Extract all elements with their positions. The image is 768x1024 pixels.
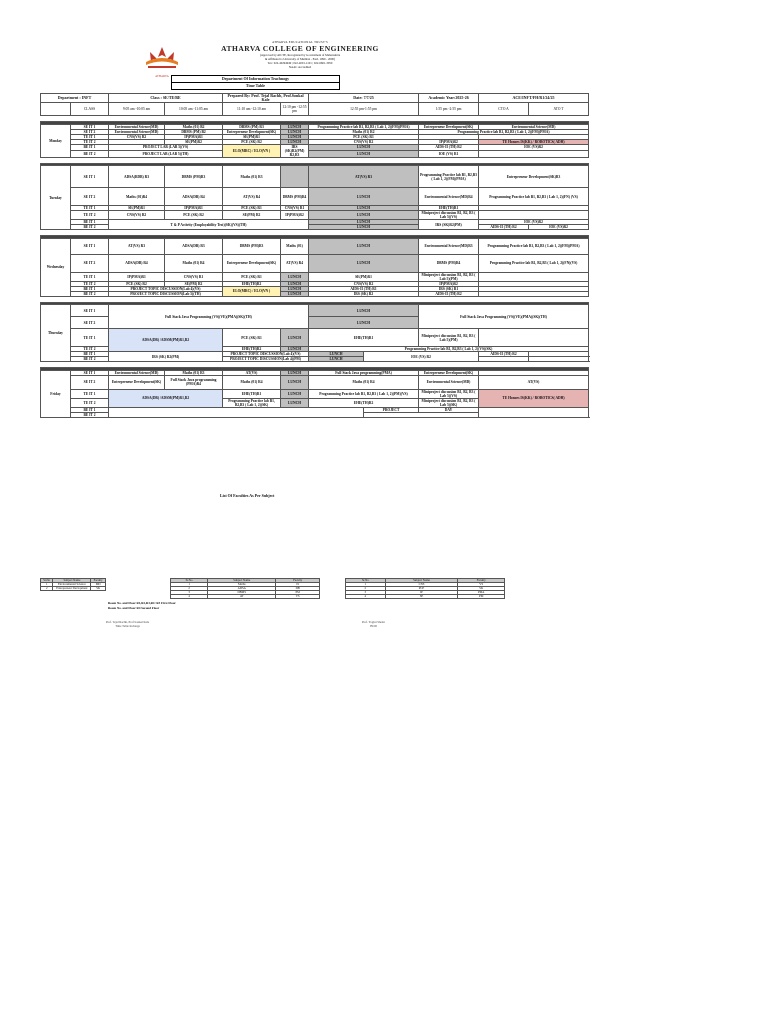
cell: ADSA(RDB) R3 bbox=[109, 166, 165, 188]
cell: PM bbox=[458, 595, 505, 599]
table-row bbox=[41, 188, 589, 206]
cell: IP(PMA)R1 bbox=[109, 272, 165, 281]
info-row bbox=[41, 94, 589, 103]
cell: PMA bbox=[458, 591, 505, 595]
class-label: BE IT 2 bbox=[71, 291, 109, 296]
cell: AT(VS) bbox=[479, 375, 589, 389]
info-department: Department : INFT bbox=[41, 94, 109, 103]
cell: 1 bbox=[346, 583, 386, 587]
class-label: BE IT 2 bbox=[71, 412, 109, 417]
cell: 1 bbox=[171, 583, 208, 587]
time-slot: 10:05 am -11:05 am bbox=[165, 103, 223, 116]
cell: Environmental Science(MD)R3 bbox=[419, 238, 479, 254]
class-label: BE IT 1 bbox=[71, 220, 109, 225]
class-label: BE IT 2 bbox=[71, 225, 109, 230]
college-sub-1: (Approved by AICTE, Recognized by Government of Maharashtra bbox=[259, 53, 341, 57]
lunch-cell: LUNCH bbox=[309, 211, 419, 220]
faculty-list-title: List Of Faculties As Per Subject bbox=[220, 493, 275, 498]
lunch-cell: LUNCH bbox=[281, 134, 309, 139]
info-ref: ACE/INFT/FH/R1/24/25 bbox=[479, 94, 589, 103]
cell bbox=[479, 329, 589, 347]
signature-name: Prof. Yogini Shelar bbox=[362, 620, 386, 624]
cell: Entrepreneur Development(SK) bbox=[419, 370, 479, 375]
cell: SK bbox=[91, 587, 106, 591]
lunch-cell: LUNCH bbox=[309, 188, 419, 206]
lunch-cell: LUNCH bbox=[309, 357, 364, 362]
cell: Programming Practice lab B1, B2,B3 ( Lab 1, 2)(FM)(PMA) bbox=[419, 129, 589, 134]
cell: AT(VS) R4 bbox=[223, 188, 281, 206]
cell: PROJECT bbox=[364, 407, 419, 412]
lunch-cell: LUNCH bbox=[281, 329, 309, 347]
day-label: Tuesday bbox=[41, 166, 71, 230]
cell: ADSA(DB) R4 bbox=[165, 188, 223, 206]
day-label: Thursday bbox=[41, 305, 71, 362]
header-cell: Faculty bbox=[91, 579, 106, 583]
lunch-cell: LUNCH bbox=[281, 370, 309, 375]
class-label: SE IT 1 bbox=[71, 238, 109, 254]
college-logo-icon bbox=[140, 44, 184, 74]
cell: IOE (VS) R2 bbox=[364, 352, 479, 362]
cell: Environmental Science bbox=[53, 583, 91, 587]
cell: 3 bbox=[171, 591, 208, 595]
time-slot: CTO A bbox=[479, 103, 529, 116]
cell: Environmental Science(MD) bbox=[419, 375, 479, 389]
cell: EHE(TH)R2 bbox=[223, 281, 281, 286]
cell: AT(VS) R3 bbox=[309, 166, 419, 188]
table-row bbox=[41, 587, 106, 591]
cell: AIDS-II (TH) R2 bbox=[419, 144, 479, 151]
class-label: SE IT 2 bbox=[71, 375, 109, 389]
cell: IP(PMA)R2 bbox=[281, 211, 309, 220]
cell: IRS (SK)R2(PM) bbox=[419, 220, 479, 230]
cell: IRS (SK) R2(PM) bbox=[109, 352, 223, 362]
cell: VS bbox=[458, 583, 505, 587]
cell: Entrepreneur Development(SK)R3 bbox=[479, 166, 589, 188]
cell: DBMS (PM)R4 bbox=[419, 254, 479, 272]
table-row bbox=[41, 254, 589, 272]
cell: EHE(TH)R1 bbox=[419, 206, 479, 211]
cell: Environmental Science(MD) bbox=[479, 124, 589, 129]
lunch-cell: LUNCH bbox=[309, 254, 419, 272]
cell: PROJECT LAB (LAB 5)(TH) bbox=[109, 151, 223, 158]
class-label: TE IT 2 bbox=[71, 281, 109, 286]
cell: 2 bbox=[171, 587, 208, 591]
project-cell bbox=[109, 407, 364, 417]
cell: PM bbox=[276, 591, 320, 595]
cell: SE(PM)R1 bbox=[223, 134, 281, 139]
lunch-cell: LUNCH bbox=[309, 151, 419, 158]
table-row bbox=[171, 595, 320, 599]
college-name: ATHARVA COLLEGE OF ENGINEERING bbox=[221, 44, 379, 53]
cell: AT bbox=[208, 595, 276, 599]
cell: DAY bbox=[419, 407, 479, 412]
cell: Full Stack Java programming (PMA)R4 bbox=[165, 375, 223, 389]
signature-role: Time Table Incharge bbox=[115, 624, 140, 628]
lunch-cell: LUNCH bbox=[281, 291, 309, 296]
lunch-cell: LUNCH bbox=[309, 225, 419, 230]
lunch-cell: LUNCH bbox=[281, 347, 309, 352]
time-slot: 12:10 pm -12:55 pm bbox=[281, 103, 309, 116]
cell: DBMS bbox=[208, 591, 276, 595]
class-label: TE IT 1 bbox=[71, 389, 109, 398]
lunch-cell: LUNCH bbox=[281, 389, 309, 398]
lunch-cell: LUNCH bbox=[281, 272, 309, 281]
cell: Entrepreneur Development(SK) bbox=[223, 254, 281, 272]
cell: Environmental Science(MD)R4 bbox=[419, 188, 479, 206]
cell: Entrepreneur Development(SK) bbox=[223, 129, 281, 134]
header-cell: Sr.No bbox=[171, 579, 208, 583]
cell: SE(PM) R2 bbox=[223, 211, 281, 220]
cell: SE(PM)R1 bbox=[309, 272, 419, 281]
header-cell: Faculty bbox=[458, 579, 505, 583]
class-label: TE IT 2 bbox=[71, 347, 109, 352]
cell: AT(VS) R4 bbox=[281, 254, 309, 272]
cell: DBMS (PM) R3 bbox=[223, 124, 281, 129]
info-date: Date: 7/7/25 bbox=[309, 94, 419, 103]
info-prepared-by: Prepared By: Prof. Tejal Rachh, Prof.Sonkal Kale bbox=[223, 94, 309, 103]
department-title: Department Of Information Teachnogy bbox=[172, 76, 339, 83]
cell: IP(PMA)R1 bbox=[165, 206, 223, 211]
class-label: BE IT 1 bbox=[71, 144, 109, 151]
cell: Miniproject discussion B1, B2, B3 ( Lab 5)(PM) bbox=[419, 329, 479, 347]
class-label: SE IT 1 bbox=[71, 370, 109, 375]
room-note bbox=[108, 601, 176, 611]
cell: Programming Practice lab B1, B2,B3 ( Lab 1, 2)(SK) bbox=[223, 398, 281, 407]
honors-cell: TE Honors IS(KK) / ROBOTICS( ADH) bbox=[479, 389, 589, 407]
cell: DBMS (PM)R3 bbox=[165, 166, 223, 188]
cell: IP(PMA)R2 bbox=[419, 281, 479, 286]
signature-hod bbox=[362, 620, 385, 628]
cell: AIDS-II (TH) R1 bbox=[309, 286, 419, 291]
cell: Environmental Science(MD) bbox=[109, 129, 165, 134]
cell: IOE (VS)R2 bbox=[529, 225, 589, 230]
class-label: SE IT 2 bbox=[71, 317, 109, 329]
cell: 4 bbox=[171, 595, 208, 599]
header-cell: Subject Name bbox=[53, 579, 91, 583]
college-sub-3: Tel.: 022-40294949 | 022-4001-1101 | 022-6601-3050 bbox=[267, 61, 333, 65]
elective-cell: ADSA(DB) /ADSM(PM)R1,R2 bbox=[109, 389, 223, 407]
cell: EHE(TH)R2 bbox=[309, 398, 419, 407]
cell: Programming Practice lab B1, B2,B3 ( Lab 1, 2)(FN)(VS) bbox=[479, 254, 589, 272]
cell bbox=[479, 272, 589, 281]
cell: 01 bbox=[276, 583, 320, 587]
cell: Maths (01) B2 bbox=[165, 124, 223, 129]
cell: CNS(VS) R1 bbox=[165, 272, 223, 281]
signature-incharge bbox=[106, 620, 149, 628]
time-slot: 12:55 pm-1:55 pm bbox=[309, 103, 419, 116]
cell: DBMS (PM) B2 bbox=[165, 129, 223, 134]
cell: DBMS (PM)R3 bbox=[223, 238, 281, 254]
class-label: TE IT 2 bbox=[71, 398, 109, 407]
cell: CNS(VS) R1 bbox=[281, 206, 309, 211]
cell: PROJECT TOPIC DISCUSSION(Lab 4)(PM) bbox=[223, 357, 309, 362]
lunch-cell bbox=[281, 166, 309, 188]
cell: CNS bbox=[385, 583, 458, 587]
cell: Miniproject discussion B1, B2, B3 ( Lab 5)(VS) bbox=[419, 389, 479, 398]
class-label: SE IT 2 bbox=[71, 129, 109, 134]
cell: Maths (01) bbox=[281, 238, 309, 254]
room-note-line-2: Room No. and Floor R4 Second Floor bbox=[108, 606, 160, 610]
cell: Full Stack Java programming(PMA) bbox=[309, 370, 419, 375]
cell: AT(VS) bbox=[223, 370, 281, 375]
info-academic-year: Academic Year:2025-26 bbox=[419, 94, 479, 103]
time-slot-row bbox=[41, 103, 589, 116]
cell: Entrepreneur Development(SK) bbox=[419, 124, 479, 129]
table-row bbox=[41, 238, 589, 254]
cell: IP(PMA)R2 bbox=[419, 139, 479, 144]
table-row bbox=[41, 329, 589, 347]
lunch-cell: LUNCH bbox=[281, 398, 309, 407]
cell: 4 bbox=[346, 595, 386, 599]
cell: PCE (SK) R1 bbox=[223, 206, 281, 211]
cell: CNS(VS) R2 bbox=[109, 211, 165, 220]
cell: Programming Practice lab B1, B2,B3 ( Lab 1, 2)(FM)(PMA) bbox=[309, 124, 419, 129]
lunch-cell: LUNCH bbox=[281, 286, 309, 291]
cell: Maths (01) R4 bbox=[309, 375, 419, 389]
college-sub-2: & Affiliated to University of Mumbai - Estd. 1999 - 2000) bbox=[264, 57, 336, 61]
lunch-cell: LUNCH bbox=[309, 317, 419, 329]
info-class: Class : SE/TE/BE bbox=[109, 94, 223, 103]
cell: IP(PMA)R1 bbox=[165, 134, 223, 139]
class-label: TE IT 2 bbox=[71, 139, 109, 144]
cell: Environmental Science(MD) bbox=[109, 370, 165, 375]
cell: PCE (SK) R1 bbox=[223, 329, 281, 347]
cell: PCE (SK) R2 bbox=[223, 139, 281, 144]
cell: SE bbox=[385, 595, 458, 599]
cell: IRS (SK) R1 bbox=[419, 286, 479, 291]
cell: ADSA bbox=[208, 587, 276, 591]
cell: AIDS-II (TH) R2 bbox=[479, 352, 529, 357]
lunch-cell: LUNCH bbox=[309, 206, 419, 211]
cell: IP bbox=[385, 591, 458, 595]
cell: Programming Practice lab B1, B2,B3 ( Lab 1, 2)(FM)(PMA) bbox=[419, 166, 479, 188]
header-cell: Sr.No bbox=[41, 579, 53, 583]
cell: Maths bbox=[208, 583, 276, 587]
cell: PCE bbox=[385, 587, 458, 591]
lunch-cell: LUNCH bbox=[281, 129, 309, 134]
elective-cell: ELO(MRC) / ELO(VN ) bbox=[223, 286, 281, 296]
class-label: TE IT 1 bbox=[71, 134, 109, 139]
document-header bbox=[171, 75, 340, 90]
cell: AIDS-II (TH) R2 bbox=[479, 225, 529, 230]
elective-cell: ADSA(DB) /ADSM(PM)R1,R2 bbox=[109, 329, 223, 352]
class-label: TE IT 1 bbox=[71, 329, 109, 347]
day-header bbox=[41, 103, 71, 116]
activity-cell: T & P Activity (Employability Test)(SK)(VS)(TH) bbox=[109, 220, 309, 230]
timetable-title: Time Table bbox=[245, 83, 266, 88]
table-row bbox=[346, 595, 505, 599]
cell: PCE (SK) R1 bbox=[223, 272, 281, 281]
table-row bbox=[41, 305, 589, 317]
cell: SK bbox=[458, 587, 505, 591]
cell bbox=[479, 407, 589, 417]
timetable bbox=[40, 93, 589, 418]
cell: Maths (01) R4 bbox=[165, 254, 223, 272]
cell: DB bbox=[276, 587, 320, 591]
faculty-table-3 bbox=[345, 578, 505, 599]
class-label: BE IT 2 bbox=[71, 151, 109, 158]
cell: 2 bbox=[41, 587, 53, 591]
cell: IOE (VS)R2 bbox=[479, 220, 589, 225]
lunch-cell: LUNCH bbox=[309, 238, 419, 254]
cell: Programming Practice lab B1, B2,B3 ( Lab 1, 2)(FN) (VS) bbox=[479, 188, 589, 206]
cell: Miniproject discussion B1, B2, B3 ( Lab 5)(SK) bbox=[419, 398, 479, 407]
day-label: Wednesday bbox=[41, 238, 71, 296]
time-slot: CLASS bbox=[71, 103, 109, 116]
college-sub-4: NAAC Accredited bbox=[288, 65, 312, 69]
class-label: TE IT 2 bbox=[71, 211, 109, 220]
day-label: Monday bbox=[41, 124, 71, 157]
cell bbox=[364, 412, 479, 417]
cell: EHE(TH)R1 bbox=[309, 329, 419, 347]
cell: Maths (01) R3 bbox=[223, 166, 281, 188]
cell: 1 bbox=[41, 583, 53, 587]
signature-name: Prof. Tejal Rachh, Prof.Sonkal Kale bbox=[106, 620, 150, 624]
class-label: SE IT 1 bbox=[71, 305, 109, 317]
table-row bbox=[41, 389, 589, 398]
cell: SE(PM)R1 bbox=[109, 206, 165, 211]
elective-cell: ELO(MRC) / ELO(VN ) bbox=[223, 144, 281, 157]
lunch-cell: LUNCH bbox=[281, 124, 309, 129]
cell: AT(VS) R3 bbox=[109, 238, 165, 254]
header-cell: Subject Name bbox=[208, 579, 276, 583]
cell: Maths (01) R4 bbox=[223, 375, 281, 389]
table-row bbox=[41, 272, 589, 281]
class-label: SE IT 2 bbox=[71, 254, 109, 272]
cell: Programming Practice lab B1, B2,B3 ( Lab 1, 2)(VS)(SK) bbox=[309, 347, 589, 352]
header-cell: Subject Name bbox=[385, 579, 458, 583]
class-label: SE IT 1 bbox=[71, 166, 109, 188]
room-note-line-1: Room No. and Floor R1,R2,R3,R4 :R3 First Floor bbox=[108, 601, 176, 605]
lab-cell: Full Stack Java Programming (VS)(VE)(PMA)(SK)(TH) bbox=[419, 305, 589, 329]
lunch-cell: LUNCH bbox=[309, 144, 419, 151]
lunch-cell: LUNCH bbox=[281, 281, 309, 286]
cell: SE(PM)R2 bbox=[165, 139, 223, 144]
cell: PCE (SK) R2 bbox=[165, 211, 223, 220]
cell: PROJECT TOPIC DISCUSSION(Lab 4)(VS) bbox=[109, 286, 223, 291]
class-label: BE IT 2 bbox=[71, 357, 109, 362]
cell: IOE (VS) R1 bbox=[419, 151, 479, 158]
cell: Programming Practice lab B1, B2,B3 ( Lab 1, 2)(FM)(PMA) bbox=[479, 238, 589, 254]
cell: Maths (01) R3 bbox=[165, 370, 223, 375]
cell: IRS (SK) R2 bbox=[309, 291, 419, 296]
cell: EHE(TH)R1 bbox=[223, 389, 281, 398]
lunch-cell: LUNCH bbox=[309, 220, 419, 225]
trust-name: ATHARVA EDUCATIONAL TRUST'S bbox=[272, 40, 328, 44]
cell: Maths (01) R2 bbox=[309, 129, 419, 134]
class-label: TE IT 1 bbox=[71, 272, 109, 281]
time-slot: ATO T bbox=[529, 103, 589, 116]
lunch-cell: LUNCH bbox=[281, 375, 309, 389]
cell bbox=[479, 211, 589, 220]
college-header bbox=[190, 40, 410, 69]
table-row bbox=[41, 211, 589, 220]
cell: Entrepreneur Devlopment bbox=[53, 587, 91, 591]
time-slot: 11:10 am -12:10 am bbox=[223, 103, 281, 116]
cell: ADSA(DB) R4 bbox=[109, 254, 165, 272]
lunch-cell: LUNCH bbox=[309, 305, 419, 317]
time-slot: 9:05 am -10:05 am bbox=[109, 103, 165, 116]
table-row bbox=[41, 375, 589, 389]
cell: DBMS (PM)R4 bbox=[281, 188, 309, 206]
signature-role: HOD bbox=[370, 624, 377, 628]
cell: PROJECT TOPIC DISCUSSION(Lab 4)(VS) bbox=[223, 352, 309, 357]
lab-cell: Full Stack Java Programming (VS)(VE)(PMA)(SK)(TH) bbox=[109, 305, 309, 329]
honors-cell: TE Honors IS(KK) / ROBOTICS( ADH) bbox=[479, 139, 589, 144]
cell: 2 bbox=[346, 587, 386, 591]
lunch-cell: LUNCH bbox=[281, 139, 309, 144]
lunch-cell: LUNCH bbox=[309, 352, 364, 357]
cell: Maths (01)R4 bbox=[109, 188, 165, 206]
cell: CNS(VS) R2 bbox=[109, 134, 165, 139]
cell: Entrepreneur Development(SK) bbox=[109, 375, 165, 389]
cell: IRS (SK)R2(PM) R2,R3 bbox=[281, 144, 309, 157]
cell: PROJECT LAB (LAB 5)(VS) bbox=[109, 144, 223, 151]
class-label: SE IT 2 bbox=[71, 188, 109, 206]
class-label: BE IT 1 bbox=[71, 407, 109, 412]
cell: AIDS-II (TH) R2 bbox=[419, 291, 479, 296]
class-label: SE IT 1 bbox=[71, 124, 109, 129]
cell: PCE (SK) R1 bbox=[309, 134, 419, 139]
class-label: TE IT 1 bbox=[71, 206, 109, 211]
cell: PCE (SK) R2 bbox=[109, 281, 165, 286]
cell: Miniproject discussion B1, B2, B3 ( Lab 5)(VS) bbox=[419, 211, 479, 220]
table-row bbox=[41, 166, 589, 188]
cell: PROJECT TOPIC DISCUSSION(Lab 5)(TH) bbox=[109, 291, 223, 296]
time-slot: 1:55 pm -2:55 pm bbox=[419, 103, 479, 116]
class-label: BE IT 1 bbox=[71, 352, 109, 357]
cell: IOE (VS)R2 bbox=[479, 144, 589, 151]
cell: VS bbox=[276, 595, 320, 599]
cell: ADSA(DB) R3 bbox=[165, 238, 223, 254]
day-label: Friday bbox=[41, 370, 71, 417]
cell: 3 bbox=[346, 591, 386, 595]
cell: Miniproject discussion B1, B2, B3 ( Lab 5)(PM) bbox=[419, 272, 479, 281]
logo-caption: ATHARVA bbox=[155, 74, 169, 78]
table-row bbox=[41, 407, 589, 412]
cell: Programming Practice lab B1, B2,B3 ( Lab 1, 2)(PM)(VS) bbox=[309, 389, 419, 398]
class-label: BE IT 1 bbox=[71, 286, 109, 291]
cell: Environmental Science(MD) bbox=[109, 124, 165, 129]
header-cell: Sr.No bbox=[346, 579, 386, 583]
faculty-table-1 bbox=[40, 578, 106, 591]
cell: CNS(VS) R2 bbox=[309, 281, 419, 286]
faculty-table-2 bbox=[170, 578, 320, 599]
cell: CNS(VS) R2 bbox=[309, 139, 419, 144]
cell: MD bbox=[91, 583, 106, 587]
header-cell: Faculty bbox=[276, 579, 320, 583]
cell: EHE(TH)R2 bbox=[223, 347, 281, 352]
cell: SE(PM) R2 bbox=[165, 281, 223, 286]
